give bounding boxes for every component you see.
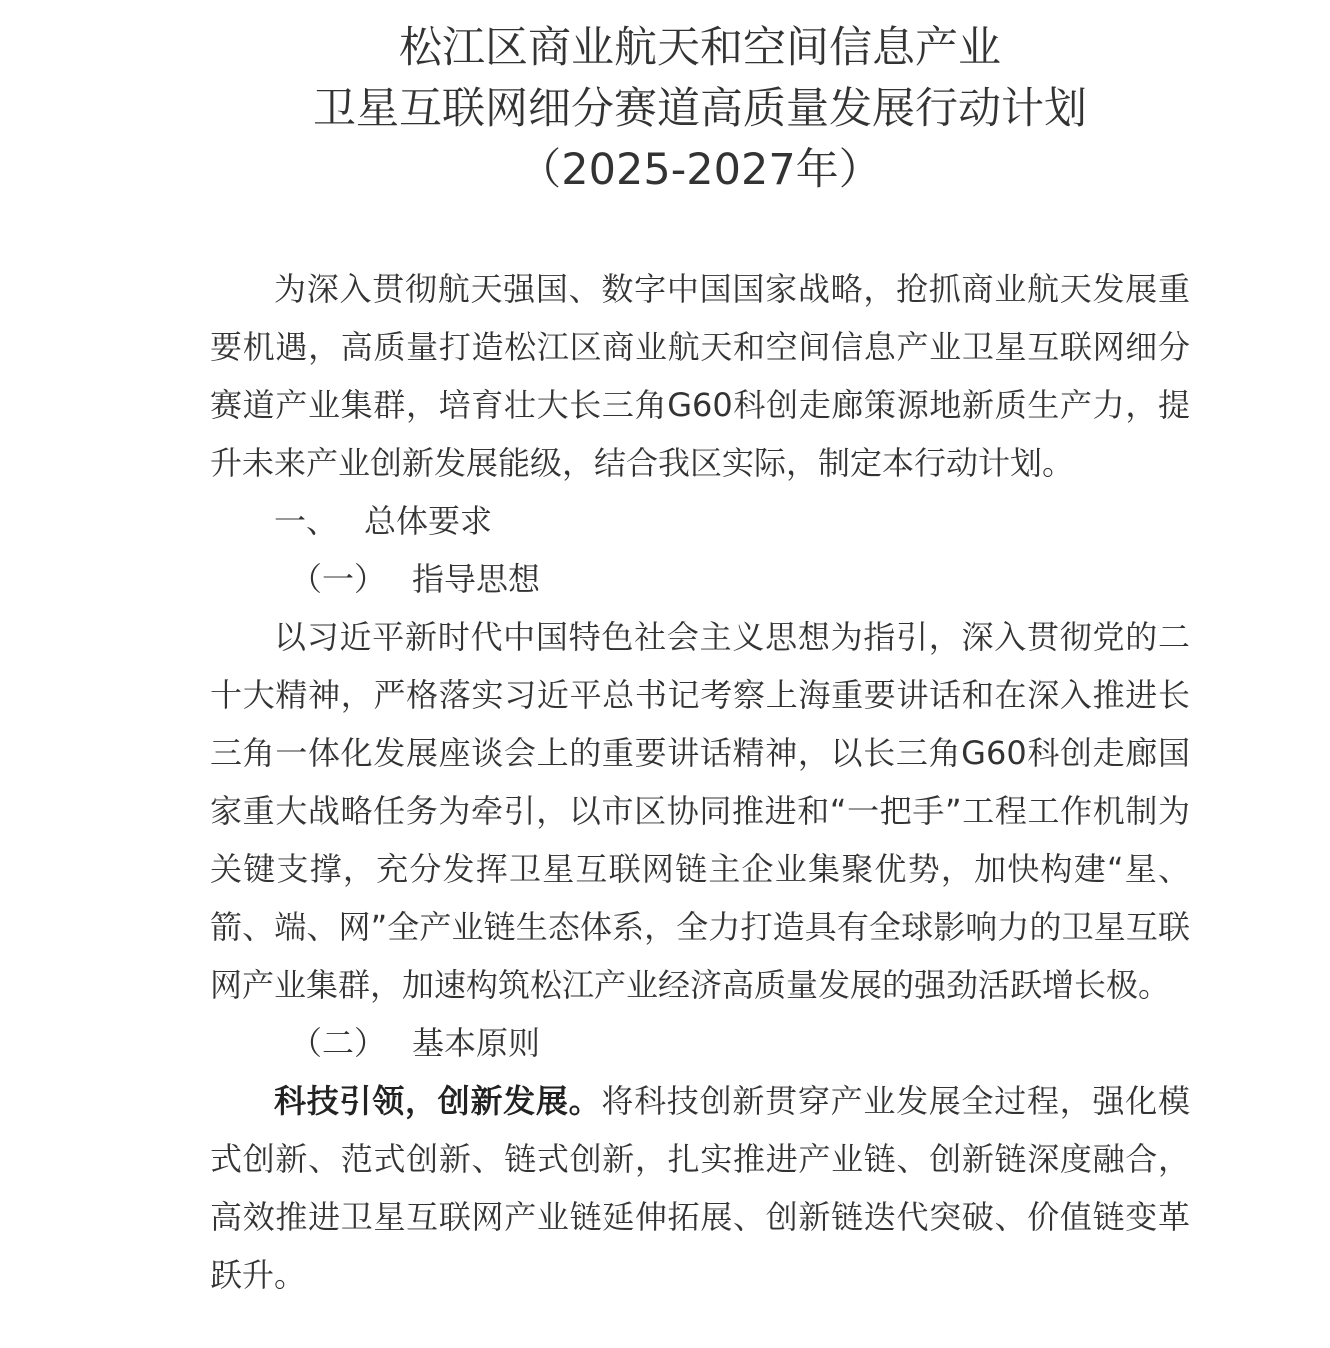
subsection-title: 基本原则	[412, 1024, 541, 1062]
principle-text: 将科技创新贯穿产业发展全过程，强化模式创新、范式创新、链式创新，扎实推进产业链、创新链深度融合，高效推进卫星互联网产业链延伸拓展、创新链迭代突破、价值链变革跃升。	[210, 1082, 1190, 1294]
section-heading-1	[210, 492, 1190, 550]
subsection-title: 指导思想	[412, 560, 541, 598]
title-line-1: 松江区商业航天和空间信息产业	[399, 23, 1001, 73]
subsection-number: （二）	[290, 1024, 387, 1062]
subsection-heading-1	[210, 550, 1190, 608]
document-title	[0, 18, 1330, 201]
intro-paragraph: 为深入贯彻航天强国、数字中国国家战略，抢抓商业航天发展重要机遇，高质量打造松江区商业航天和空间信息产业卫星互联网细分赛道产业集群，培育壮大长三角G60科创走廊策源地新质生产力，提升未来产业创新发展能级，结合我区实际，制定本行动计划。	[210, 270, 1190, 482]
document-body	[210, 260, 1190, 1304]
subsection-number: （一）	[290, 560, 387, 598]
guiding-ideology-paragraph: 以习近平新时代中国特色社会主义思想为指引，深入贯彻党的二十大精神，严格落实习近平总书记考察上海重要讲话和在深入推进长三角一体化发展座谈会上的重要讲话精神，以长三角G60科创走廊国家重大战略任务为牵引，以市区协同推进和“一把手”工程工作机制为关键支撑，充分发挥卫星互联网链主企业集聚优势，加快构建“星、箭、端、网”全产业链生态体系，全力打造具有全球影响力的卫星互联网产业集群，加速构筑松江产业经济高质量发展的强劲活跃增长极。	[210, 618, 1190, 1004]
principle-lead: 科技引领，创新发展。	[274, 1082, 602, 1120]
section-title: 总体要求	[364, 502, 493, 540]
title-line-2: 卫星互联网细分赛道高质量发展行动计划	[313, 84, 1087, 134]
section-number: 一、	[274, 502, 339, 540]
subsection-heading-2	[210, 1014, 1190, 1072]
principle-paragraph-1	[210, 1072, 1190, 1304]
title-line-3: （2025-2027年）	[518, 145, 882, 195]
